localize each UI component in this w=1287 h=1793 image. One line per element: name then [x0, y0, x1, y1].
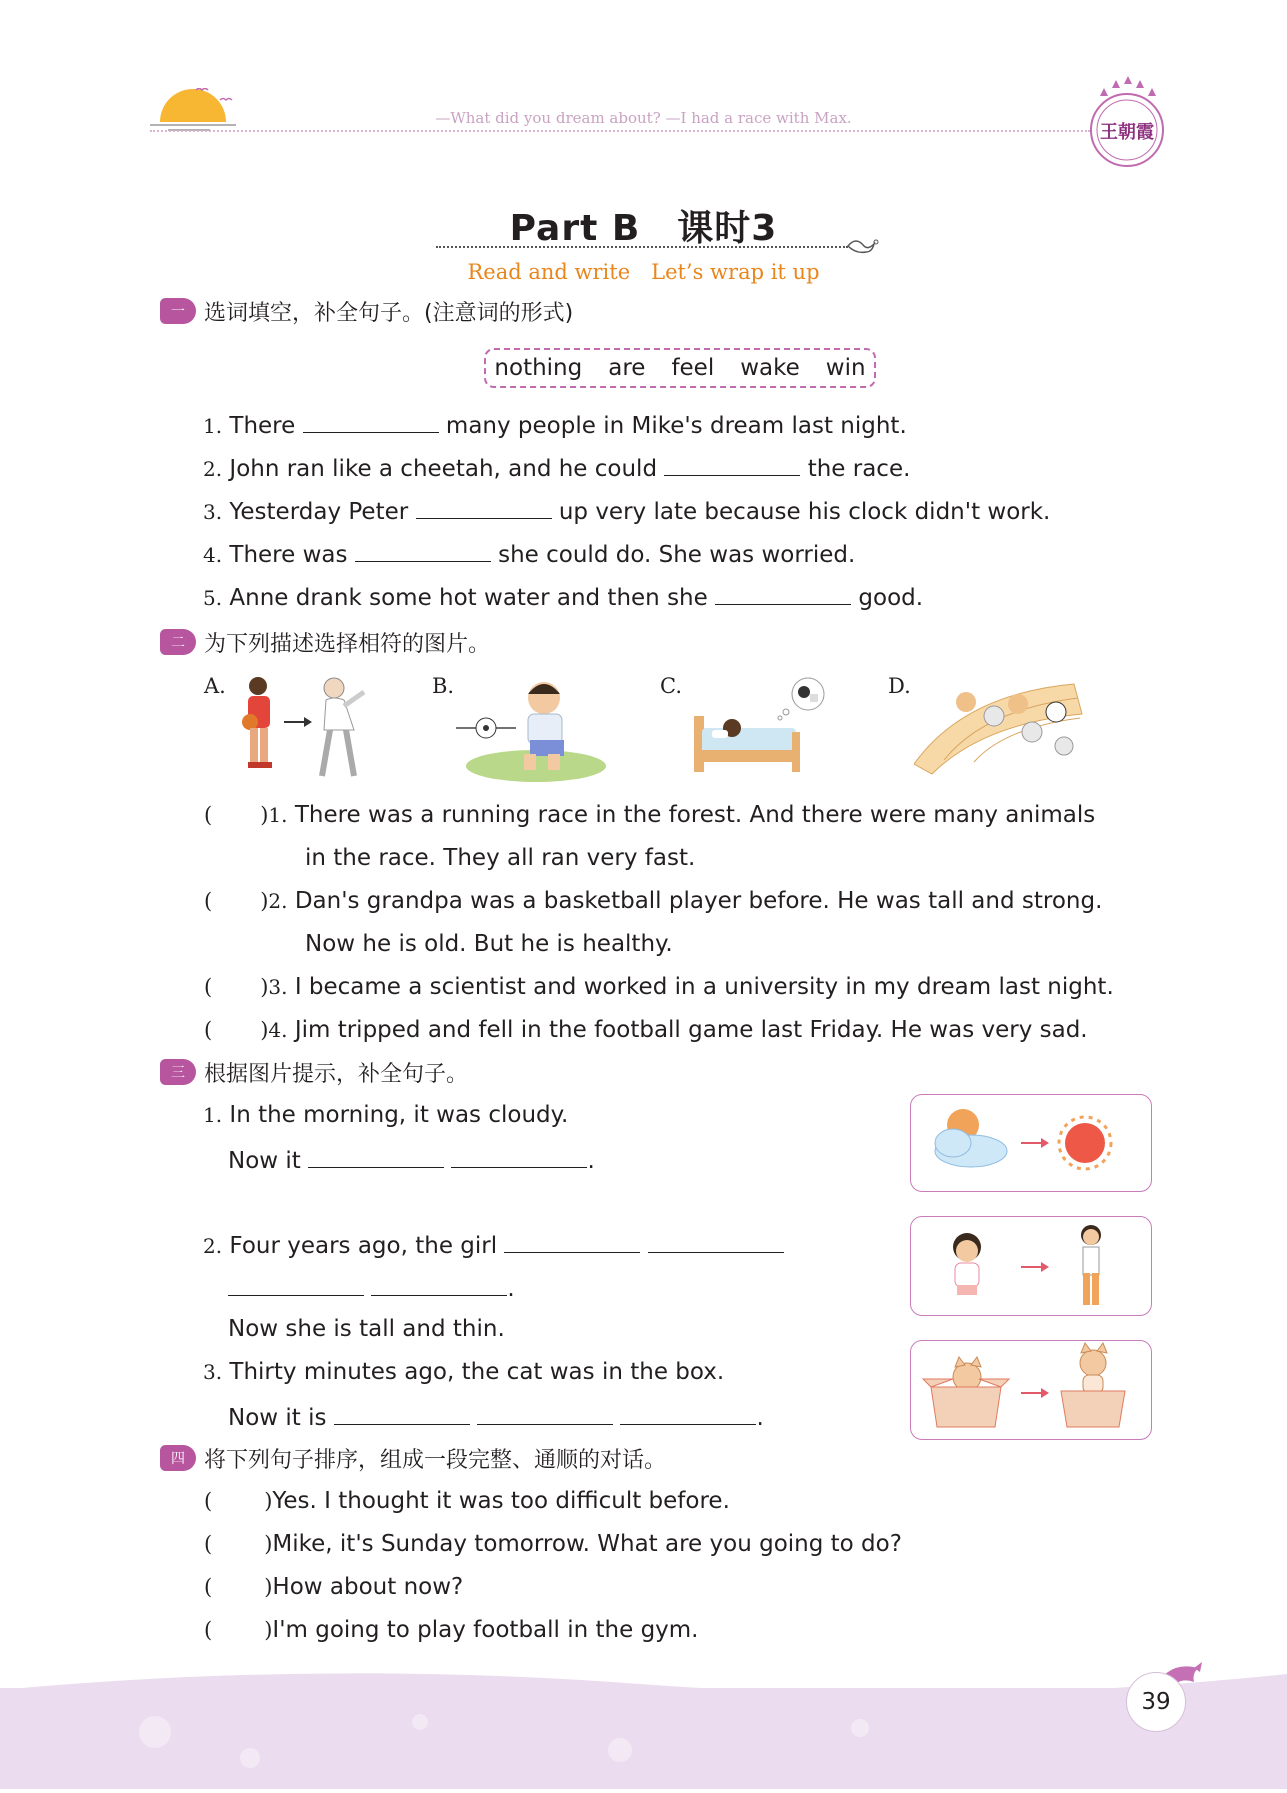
option-b-label: B. — [432, 674, 455, 698]
section-2-header — [160, 627, 490, 657]
s1-question-4: 4. There was she could do. She was worried. — [203, 539, 855, 568]
page-number: 39 — [1126, 1672, 1186, 1732]
s2-question-2-cont: Now he is old. But he is healthy. — [305, 931, 673, 957]
publisher-logo — [1082, 74, 1172, 174]
s3-question-2: 2. Four years ago, the girl — [203, 1230, 784, 1259]
girl-growing-picture — [911, 1217, 1151, 1315]
s1-question-5: 5. Anne drank some hot water and then she good. — [203, 582, 923, 611]
answer-blank[interactable] — [355, 539, 491, 562]
s4-sentence-3: ( )How about now? — [204, 1574, 464, 1600]
section-3-badge: 三 — [160, 1059, 196, 1085]
footer-band — [0, 1688, 1287, 1789]
option-a-label: A. — [204, 674, 226, 698]
section-2-badge: 二 — [160, 629, 196, 655]
title-rule — [436, 246, 848, 248]
cat-box-picture — [911, 1341, 1151, 1439]
answer-blank[interactable] — [504, 1230, 640, 1253]
s3-question-2-line2: . — [228, 1273, 515, 1302]
s2-question-1-cont: in the race. They all ran very fast. — [305, 845, 696, 871]
s4-sentence-2: ( )Mike, it's Sunday tomorrow. What are you going to do? — [204, 1531, 902, 1557]
section-1-badge: 一 — [160, 298, 196, 324]
option-b-picture — [456, 676, 606, 786]
section-4-header — [160, 1443, 666, 1473]
answer-blank[interactable] — [451, 1145, 587, 1168]
word-bank-item: win — [825, 355, 866, 381]
section-3-instruction: 根据图片提示，补全句子。 — [204, 1061, 469, 1087]
option-c-picture — [688, 676, 828, 780]
answer-blank[interactable] — [664, 453, 800, 476]
s1-question-3: 3. Yesterday Peter up very late because his clock didn't work. — [203, 496, 1050, 525]
word-bank — [484, 348, 876, 388]
section-2-instruction: 为下列描述选择相符的图片。 — [204, 631, 491, 657]
word-bank-item: are — [608, 355, 646, 381]
bird-icon — [846, 236, 882, 256]
header-rule — [150, 130, 1090, 132]
section-1-header — [160, 296, 573, 326]
section-3-header — [160, 1057, 468, 1087]
page-title: Part B 课时3 — [509, 208, 778, 249]
s2-question-1: ( )1. There was a running race in the forest. And there were many animals — [204, 802, 1096, 828]
s1-question-2: 2. John ran like a cheetah, and he could the race. — [203, 453, 910, 482]
girl-picture-box — [910, 1216, 1152, 1316]
cloudy-to-sunny-picture — [911, 1095, 1151, 1191]
answer-blank[interactable] — [620, 1402, 756, 1425]
option-c-label: C. — [660, 674, 682, 698]
answer-blank[interactable] — [477, 1402, 613, 1425]
section-4-instruction: 将下列句子排序，组成一段完整、通顺的对话。 — [204, 1447, 667, 1473]
answer-blank[interactable] — [648, 1230, 784, 1253]
answer-blank[interactable] — [334, 1402, 470, 1425]
cat-picture-box — [910, 1340, 1152, 1440]
s4-sentence-1: ( )Yes. I thought it was too difficult before. — [204, 1488, 730, 1514]
weather-picture-box — [910, 1094, 1152, 1192]
logo-text: 王朝霞 — [1100, 122, 1154, 143]
s4-sentence-4: ( )I'm going to play football in the gym. — [204, 1617, 699, 1643]
word-bank-item: wake — [740, 355, 800, 381]
section-1-instruction: 选词填空，补全句子。(注意词的形式) — [204, 300, 574, 326]
s2-question-2: ( )2. Dan's grandpa was a basketball player before. He was tall and strong. — [204, 888, 1103, 914]
answer-blank[interactable] — [228, 1273, 364, 1296]
s3-question-1-answer: Now it . — [228, 1145, 595, 1174]
option-d-label: D. — [888, 674, 911, 698]
option-d-picture — [914, 676, 1084, 776]
answer-blank[interactable] — [416, 496, 552, 519]
lesson-subtitle: Read and write Let’s wrap it up — [467, 260, 820, 284]
answer-blank[interactable] — [303, 410, 439, 433]
option-a-picture — [230, 672, 370, 788]
section-4-badge: 四 — [160, 1445, 196, 1471]
s1-question-1: 1. There many people in Mike's dream last night. — [203, 410, 907, 439]
s3-question-3-answer: Now it is . — [228, 1402, 764, 1431]
answer-blank[interactable] — [371, 1273, 507, 1296]
s2-question-4: ( )4. Jim tripped and fell in the football game last Friday. He was very sad. — [204, 1017, 1088, 1043]
footer-bubbles — [0, 1688, 1287, 1789]
s2-question-3: ( )3. I became a scientist and worked in a university in my dream last night. — [204, 974, 1114, 1000]
answer-blank[interactable] — [308, 1145, 444, 1168]
word-bank-item: nothing — [494, 355, 583, 381]
s3-question-3: 3. Thirty minutes ago, the cat was in the box. — [203, 1359, 725, 1385]
s3-question-1: 1. In the morning, it was cloudy. — [203, 1102, 569, 1128]
s3-question-2-line3: Now she is tall and thin. — [228, 1316, 505, 1342]
word-bank-item: feel — [671, 355, 715, 381]
answer-blank[interactable] — [715, 582, 851, 605]
running-title: —What did you dream about? —I had a race with Max. — [435, 109, 852, 127]
